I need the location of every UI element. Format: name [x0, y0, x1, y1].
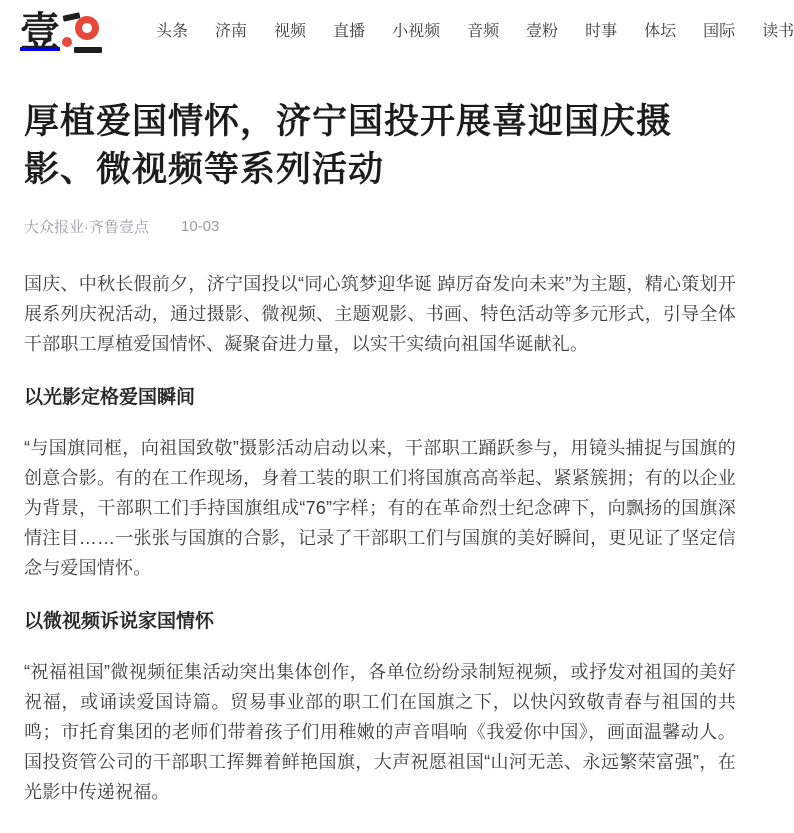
logo-bottom-bar	[74, 47, 102, 53]
logo-yi-character: 壹	[20, 10, 60, 54]
main-nav	[156, 0, 794, 64]
nav-link-直播[interactable]: 直播	[333, 23, 366, 40]
nav-link-壹粉[interactable]: 壹粉	[526, 23, 559, 40]
nav-item	[215, 0, 247, 64]
nav-link-视频[interactable]: 视频	[274, 23, 307, 40]
nav-link-济南[interactable]: 济南	[215, 23, 248, 40]
nav-item	[644, 0, 676, 64]
nav-item	[274, 0, 306, 64]
byline	[24, 216, 736, 237]
site-header	[0, 0, 794, 64]
logo-red-ring	[75, 16, 99, 40]
site-logo[interactable]	[20, 10, 104, 54]
nav-item	[392, 0, 440, 64]
section2-heading: 以微视频诉说家国情怀	[24, 611, 215, 632]
nav-item	[703, 0, 735, 64]
nav-item	[467, 0, 499, 64]
nav-link-音频[interactable]: 音频	[467, 23, 500, 40]
article-title: 厚植爱国情怀，济宁国投开展喜迎国庆摄影、微视频等系列活动	[24, 102, 673, 189]
section1-heading: 以光影定格爱国瞬间	[24, 387, 196, 408]
section1-paragraph: “与国旗同框，向祖国致敬”摄影活动启动以来，干部职工踊跃参与，用镜头捕捉与国旗的创意合影。有的在工作现场，身着工装的职工们将国旗高高举起、紧紧簇拥；有的以企业为背景，干部职工们手持国旗组成“76”字样；有的在革命烈士纪念碑下，向飘扬的国旗深情注目……一张张与国旗的合影，记录了干部职工们与国旗的美好瞬间，更见证了坚定信念与爱国情怀。	[24, 438, 736, 578]
nav-link-体坛[interactable]: 体坛	[644, 23, 677, 40]
byline-date: 10-03	[181, 218, 220, 235]
nav-item	[585, 0, 617, 64]
article-page	[0, 98, 760, 807]
nav-item	[526, 0, 558, 64]
nav-item	[762, 0, 794, 64]
nav-item	[156, 0, 188, 64]
logo-dian-icon	[62, 10, 104, 54]
nav-link-小视频[interactable]: 小视频	[392, 23, 441, 40]
nav-link-读书[interactable]: 读书	[762, 23, 794, 40]
nav-link-国际[interactable]: 国际	[703, 23, 736, 40]
nav-list	[156, 0, 794, 64]
nav-item	[333, 0, 365, 64]
nav-link-头条[interactable]: 头条	[156, 23, 189, 40]
nav-link-时事[interactable]: 时事	[585, 23, 618, 40]
section2-paragraph: “祝福祖国”微视频征集活动突出集体创作，各单位纷纷录制短视频，或抒发对祖国的美好祝福，或诵读爱国诗篇。贸易事业部的职工们在国旗之下，以快闪致敬青春与祖国的共鸣；市托育集团的老师们带着孩子们用稚嫩的声音唱响《我爱你中国》，画面温馨动人。国投资管公司的干部职工挥舞着鲜艳国旗，大声祝愿祖国“山河无恙、永远繁荣富强”，在光影中传递祝福。	[24, 662, 736, 802]
logo-red-dot	[62, 37, 72, 47]
article-intro-paragraph: 国庆、中秋长假前夕，济宁国投以“同心筑梦迎华诞 踔厉奋发向未来”为主题，精心策划开展系列庆祝活动，通过摄影、微视频、主题观影、书画、特色活动等多元形式，引导全体干部职工厚植爱国情怀、凝聚奋进力量，以实干实绩向祖国华诞献礼。	[24, 274, 736, 354]
byline-source: 大众报业·齐鲁壹点	[24, 219, 149, 236]
